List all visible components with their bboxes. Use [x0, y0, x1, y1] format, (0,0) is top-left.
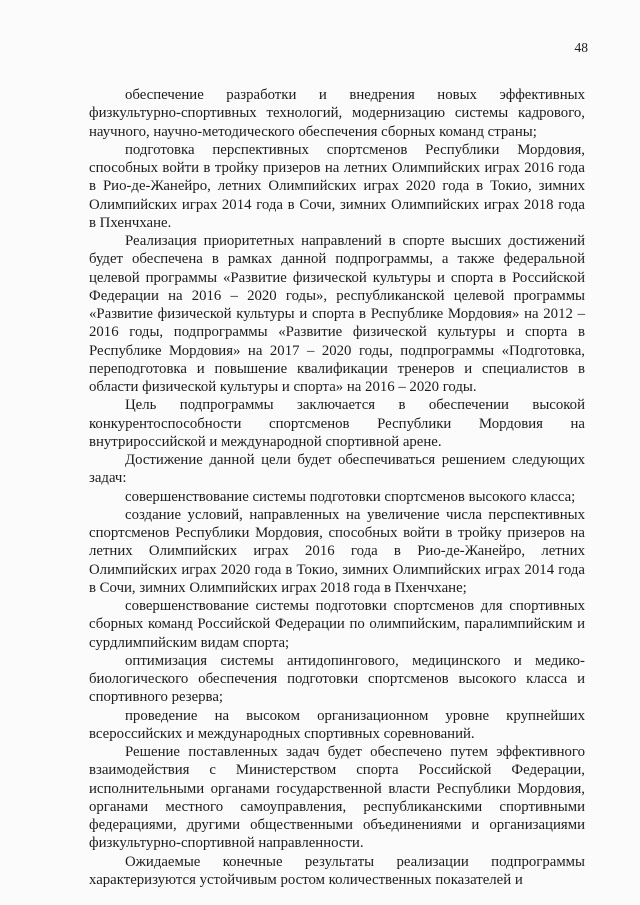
- page-number: 48: [574, 40, 588, 55]
- paragraph-task-conditions: создание условий, направленных на увеличение числа перспективных спортсменов Республики Мордовия, способных войти в тройку призеров на летних Олимпийских играх 2016 года в Рио-де-Жанейро, летних Олимпийских играх 2020 года в Токио, зимних Олимпийских играх 2014 года в Сочи, зимних Олимпийских играх 2018 года в Пхенчхане;: [89, 506, 585, 596]
- paragraph-expected-results: Ожидаемые конечные результаты реализации подпрограммы характеризуются устойчивым ростом количественных показателей и: [89, 853, 585, 888]
- paragraph-implementation: Реализация приоритетных направлений в спорте высших достижений будет обеспечена в рамках данной подпрограммы, а также федеральной целевой программы «Развитие физической культуры и спорта в Российской Федерации на 2016 – 2020 годы», республиканской целевой программы «Развитие физической культуры и спорта в Республике Мордовия» на 2012 – 2016 годы, подпрограммы «Развитие физической культуры и спорта в Республике Мордовия» на 2017 – 2020 годы, подпрограммы «Подготовка, переподготовка и повышение квалификации тренеров и специалистов в области физической культуры и спорта» на 2016 – 2020 годы.: [89, 233, 585, 395]
- paragraph-task-competitions: проведение на высоком организационном уровне крупнейших всероссийских и международных спортивных соревнований.: [89, 707, 585, 742]
- paragraph-tasks-intro: Достижение данной цели будет обеспечиваться решением следующих задач:: [89, 452, 585, 487]
- paragraph-task-training-system: совершенствование системы подготовки спортсменов высокого класса;: [125, 488, 576, 505]
- paragraph-modernization: обеспечение разработки и внедрения новых эффективных физкультурно-спортивных технологий, модернизацию системы кадрового, научного, научно-методического обеспечения сборных команд страны;: [89, 87, 585, 140]
- paragraph-athlete-preparation: подготовка перспективных спортсменов Республики Мордовия, способных войти в тройку призеров на летних Олимпийских играх 2016 года в Рио-де-Жанейро, летних Олимпийских играх 2020 года в Токио, зимних Олимпийских играх 2014 года в Сочи, зимних Олимпийских играх 2018 года в Пхенчхане.: [89, 141, 585, 231]
- paragraph-task-anti-doping: оптимизация системы антидопингового, медицинского и медико-биологического обеспечения подготовки спортсменов высокого класса и спортивного резерва;: [89, 652, 585, 706]
- body-text: [89, 86, 585, 889]
- paragraph-goal: Цель подпрограммы заключается в обеспечении высокой конкурентоспособности спортсменов Республики Мордовия на внутрироссийской и международной спортивной арене.: [89, 397, 585, 450]
- paragraph-cooperation: Решение поставленных задач будет обеспечено путем эффективного взаимодействия с Министерством спорта Российской Федерации, исполнительными органами государственной власти Республики Мордовия, органами местного самоуправления, республиканскими спортивными федерациями, другими общественными объединениями и организациями физкультурно-спортивной направленности.: [89, 744, 585, 852]
- paragraph-task-national-teams: совершенствование системы подготовки спортсменов для спортивных сборных команд Российской Федерации по олимпийским, паралимпийским и сурдлимпийским видам спорта;: [89, 598, 585, 651]
